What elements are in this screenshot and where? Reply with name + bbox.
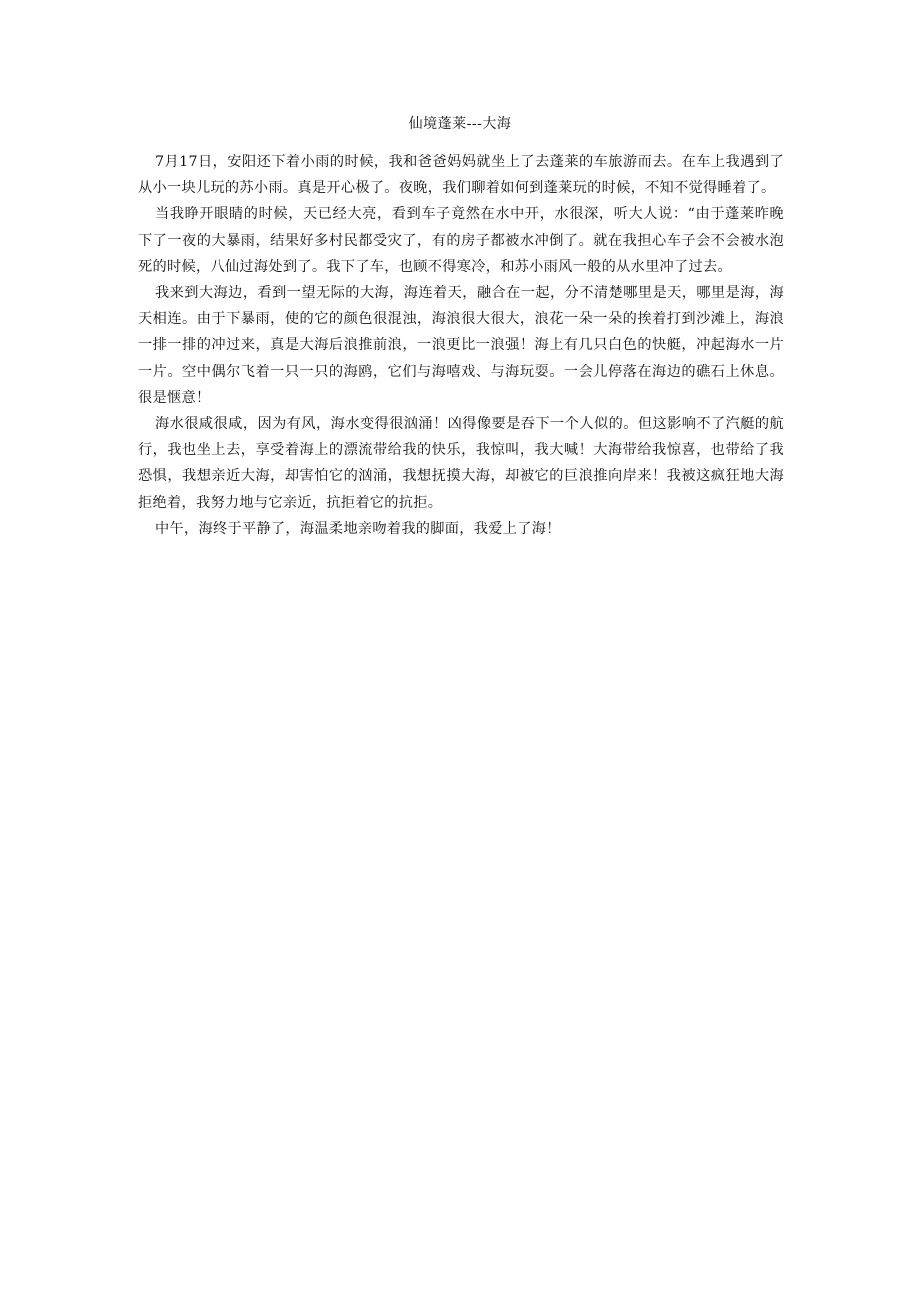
paragraph-3: 我来到大海边，看到一望无际的大海，海连着天，融合在一起，分不清楚哪里是天，哪里是海，海天相连。由于下暴雨，使的它的颜色很混浊，海浪很大很大，浪花一朵一朵的挨着打到沙滩上，海浪一排一排的冲过来，真是大海后浪推前浪，一浪更比一浪强！海上有几只白色的快艇，冲起海水一片一片。空中偶尔飞着一只一只的海鸥，它们与海嘻戏、与海玩耍。一会儿停落在海边的礁石上休息。很是惬意！ <box>138 285 784 406</box>
document-body <box>138 149 784 542</box>
document-title: 仙境蓬莱---大海 <box>408 116 512 132</box>
paragraph-5: 中午，海终于平静了，海温柔地亲吻着我的脚面，我爱上了海！ <box>155 520 561 537</box>
paragraph-4: 海水很咸很咸，因为有风，海水变得很汹涌！凶得像要是吞下一个人似的。但这影响不了汽艇的航行，我也坐上去，享受着海上的漂流带给我的快乐，我惊叫，我大喊！大海带给我惊喜，也带给了我恐惧，我想亲近大海，却害怕它的汹涌，我想抚摸大海，却被它的巨浪推向岸来！我被这疯狂地大海拒绝着，我努力地与它亲近，抗拒着它的抗拒。 <box>138 416 784 511</box>
paragraph-1: 7月17日，安阳还下着小雨的时候，我和爸爸妈妈就坐上了去蓬莱的车旅游而去。在车上我遇到了从小一块儿玩的苏小雨。真是开心极了。夜晚，我们聊着如何到蓬莱玩的时候，不知不觉得睡着了。 <box>138 154 784 197</box>
paragraph-2: 当我睁开眼睛的时候，天已经大亮，看到车子竟然在水中开，水很深，听大人说：“由于蓬莱昨晚下了一夜的大暴雨，结果好多村民都受灾了，有的房子都被水冲倒了。就在我担心车子会不会被水泡死的时候，八仙过海处到了。我下了车，也顾不得寒冷，和苏小雨风一般的从水里冲了过去。 <box>138 206 784 275</box>
